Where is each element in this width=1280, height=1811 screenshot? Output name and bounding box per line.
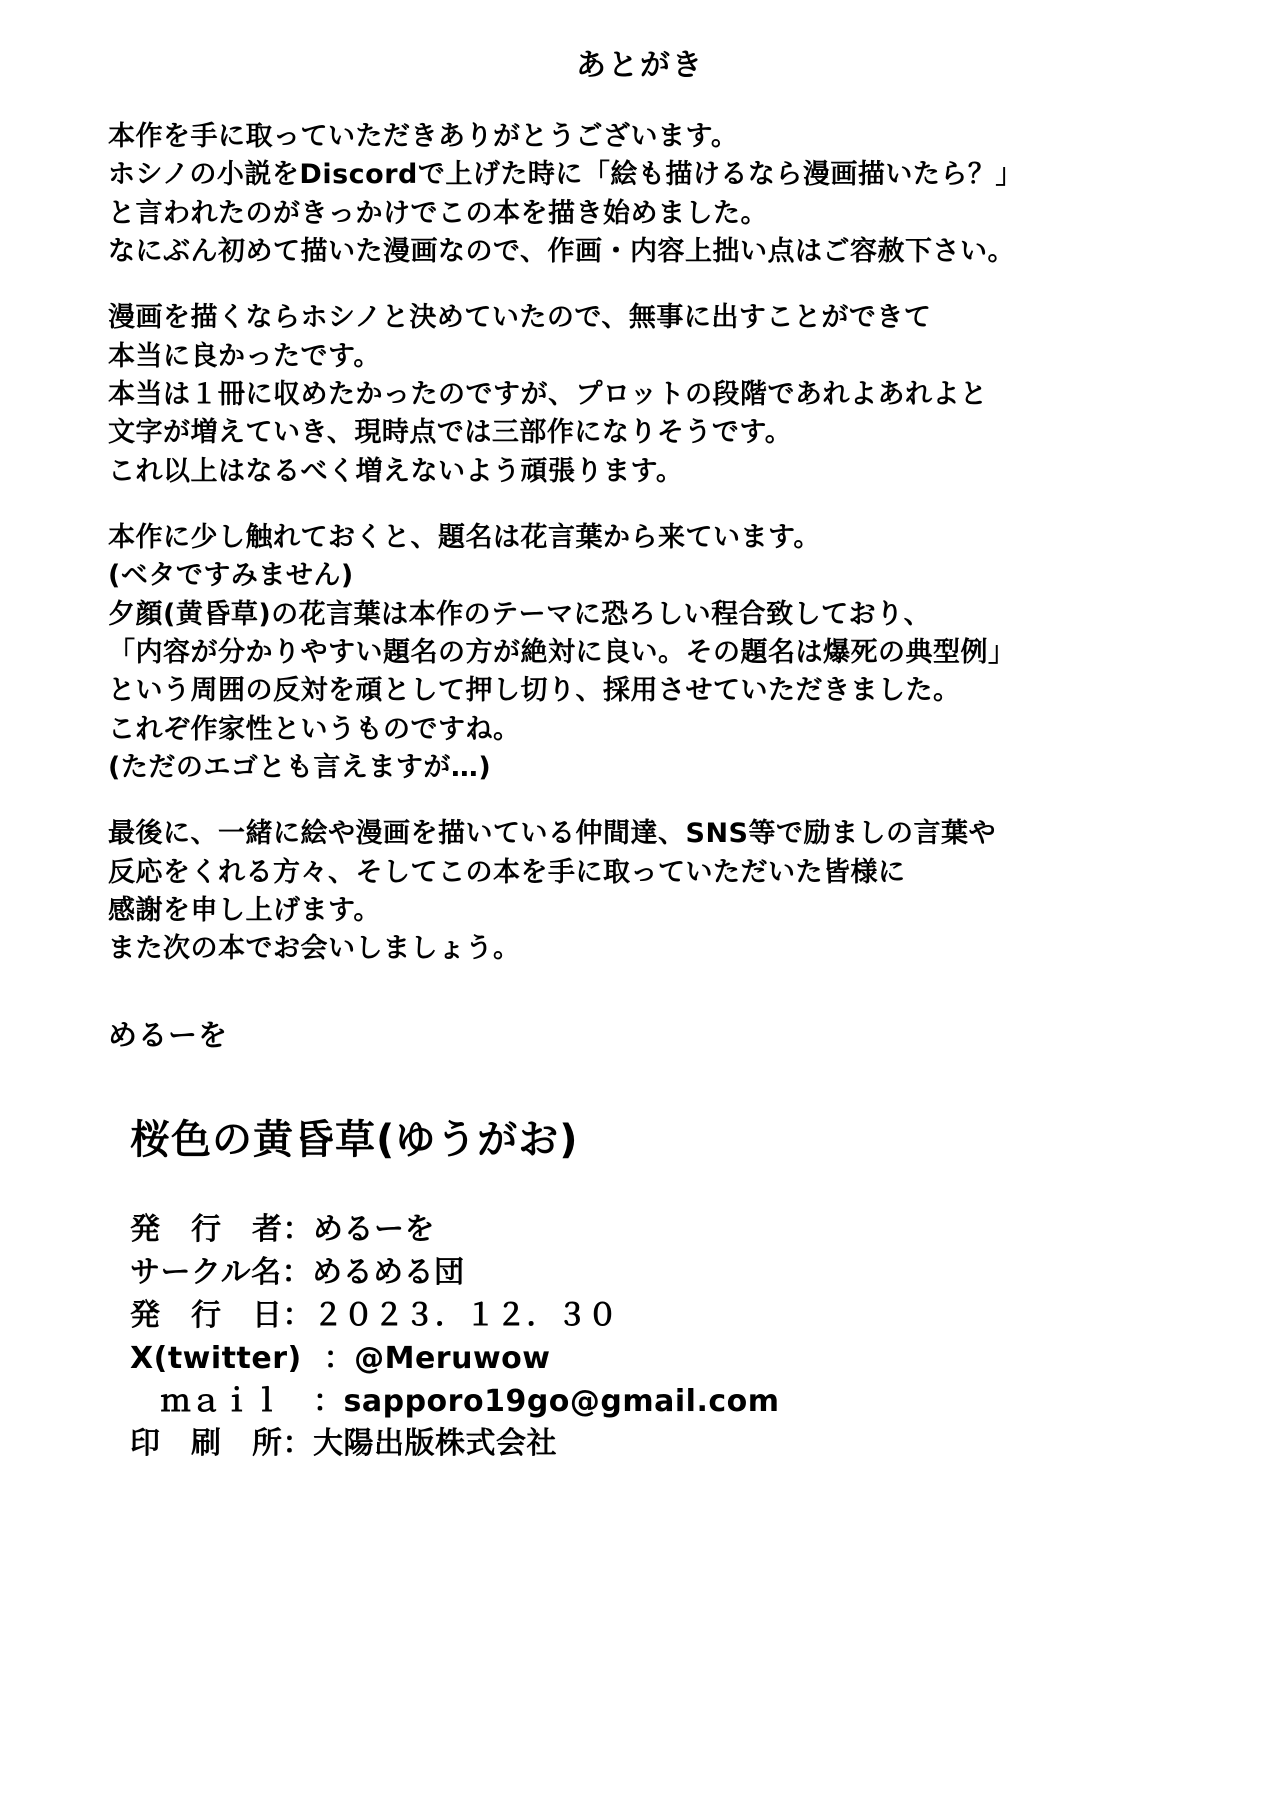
afterword-line: と言われたのがきっかけでこの本を描き始めました。 <box>108 197 768 229</box>
colophon-row-printer: 印 刷 所：大陽出版株式会社 <box>130 1426 557 1462</box>
colophon <box>130 1108 1240 1466</box>
afterword-body <box>108 118 1220 969</box>
page-title: あとがき <box>576 48 704 83</box>
colophon-details <box>130 1209 1240 1466</box>
afterword-line: ホシノの小説をDiscordで上げた時に「絵も描けるなら漫画描いたら？」 <box>108 159 1023 191</box>
afterword-line: これぞ作家性というものですね。 <box>108 713 521 745</box>
afterword-paragraph <box>108 519 1220 787</box>
afterword-line: 漫画を描くならホシノと決めていたので、無事に出すことができて <box>108 302 932 334</box>
colophon-row-circle: サークル名：めるめる団 <box>130 1254 465 1290</box>
afterword-line: 最後に、一緒に絵や漫画を描いている仲間達、SNS等で励ましの言葉や <box>108 818 996 850</box>
afterword-line: という周囲の反対を頑として押し切り、採用させていただきました。 <box>108 675 961 707</box>
author-signature: めるーを <box>108 1017 229 1052</box>
afterword-line: 文字が増えていき、現時点では三部作になりそうです。 <box>108 417 793 449</box>
afterword-paragraph <box>108 299 1220 491</box>
colophon-title: 桜色の黄昏草(ゆうがお) <box>130 1117 579 1163</box>
colophon-row-date: 発 行 日：２０２３．１２．３０ <box>130 1297 618 1333</box>
afterword-line: 本作に少し触れておくと、題名は花言葉から来ています。 <box>108 521 821 553</box>
colophon-row-publisher: 発 行 者：めるーを <box>130 1212 435 1247</box>
colophon-row-mail: ｍａｉｌ ：sapporo19go@gmail.com <box>130 1383 780 1419</box>
afterword-line: (ベタですみません) <box>108 560 354 592</box>
afterword-line: 反応をくれる方々、そしてこの本を手に取っていただいた皆様に <box>108 856 906 888</box>
afterword-line: 夕顔(黄昏草)の花言葉は本作のテーマに恐ろしい程合致しており、 <box>108 598 932 630</box>
afterword-line: これ以上はなるべく増えないよう頑張ります。 <box>108 455 684 487</box>
afterword-paragraph <box>108 815 1220 968</box>
afterword-line: また次の本でお会いしましょう。 <box>108 933 521 965</box>
afterword-line: 本作を手に取っていただきありがとうございます。 <box>108 121 739 152</box>
afterword-line: 本当に良かったです。 <box>108 340 381 372</box>
colophon-row-twitter: X(twitter) ：@Meruwow <box>130 1340 551 1376</box>
afterword-line: 感謝を申し上げます。 <box>108 894 381 926</box>
afterword-line: 本当は１冊に収めたかったのですが、プロットの段階であれよあれよと <box>108 378 988 410</box>
afterword-line: (ただのエゴとも言えますが…) <box>108 751 492 783</box>
afterword-paragraph <box>108 118 1220 271</box>
afterword-line: 「内容が分かりやすい題名の方が絶対に良い。その題名は爆死の典型例」 <box>108 636 1016 668</box>
afterword-line: なにぶん初めて描いた漫画なので、作画・内容上拙い点はご容赦下さい。 <box>108 235 1015 267</box>
